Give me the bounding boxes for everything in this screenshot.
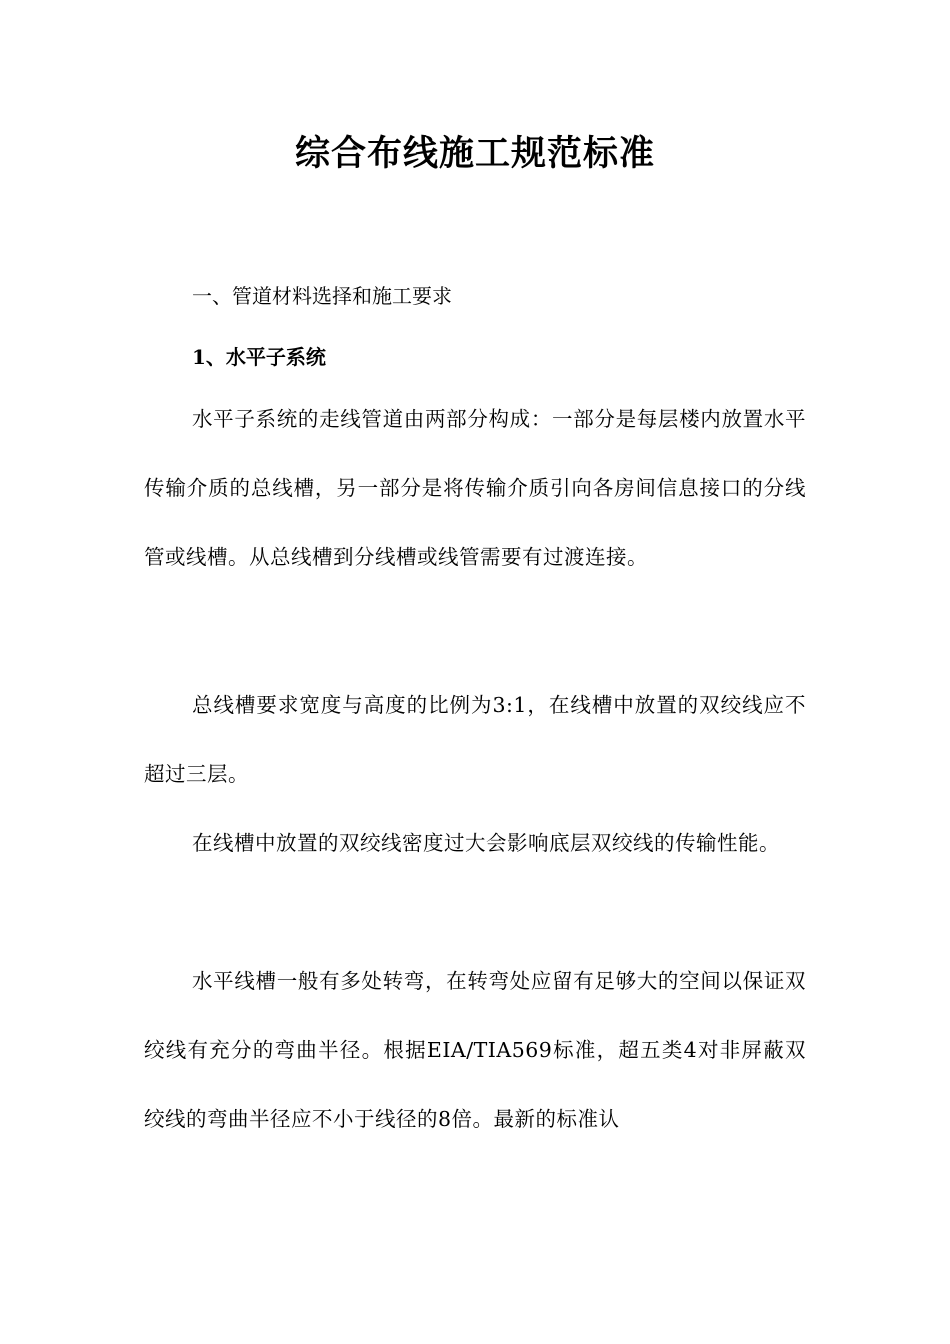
paragraph-3: 在线槽中放置的双绞线密度过大会影响底层双绞线的传输性能。 bbox=[192, 831, 780, 855]
paragraph-4: 水平线槽一般有多处转弯，在转弯处应留有足够大的空间以保证双绞线有充分的弯曲半径。根据EIA/TIA569标准，超五类4对非屏蔽双绞线的弯曲半径应不小于线径的8倍。最新的标准认 bbox=[144, 969, 806, 1131]
document-title: 综合布线施工规范标准 bbox=[294, 133, 655, 174]
paragraph-2: 总线槽要求宽度与高度的比例为3:1，在线槽中放置的双绞线应不超过三层。 bbox=[144, 693, 806, 786]
subsection-heading: 1、水平子系统 bbox=[192, 345, 326, 369]
paragraph-1: 水平子系统的走线管道由两部分构成：一部分是每层楼内放置水平传输介质的总线槽，另一部分是将传输介质引向各房间信息接口的分线管或线槽。从总线槽到分线槽或线管需要有过渡连接。 bbox=[144, 407, 806, 569]
section-heading: 一、管道材料选择和施工要求 bbox=[192, 284, 452, 308]
